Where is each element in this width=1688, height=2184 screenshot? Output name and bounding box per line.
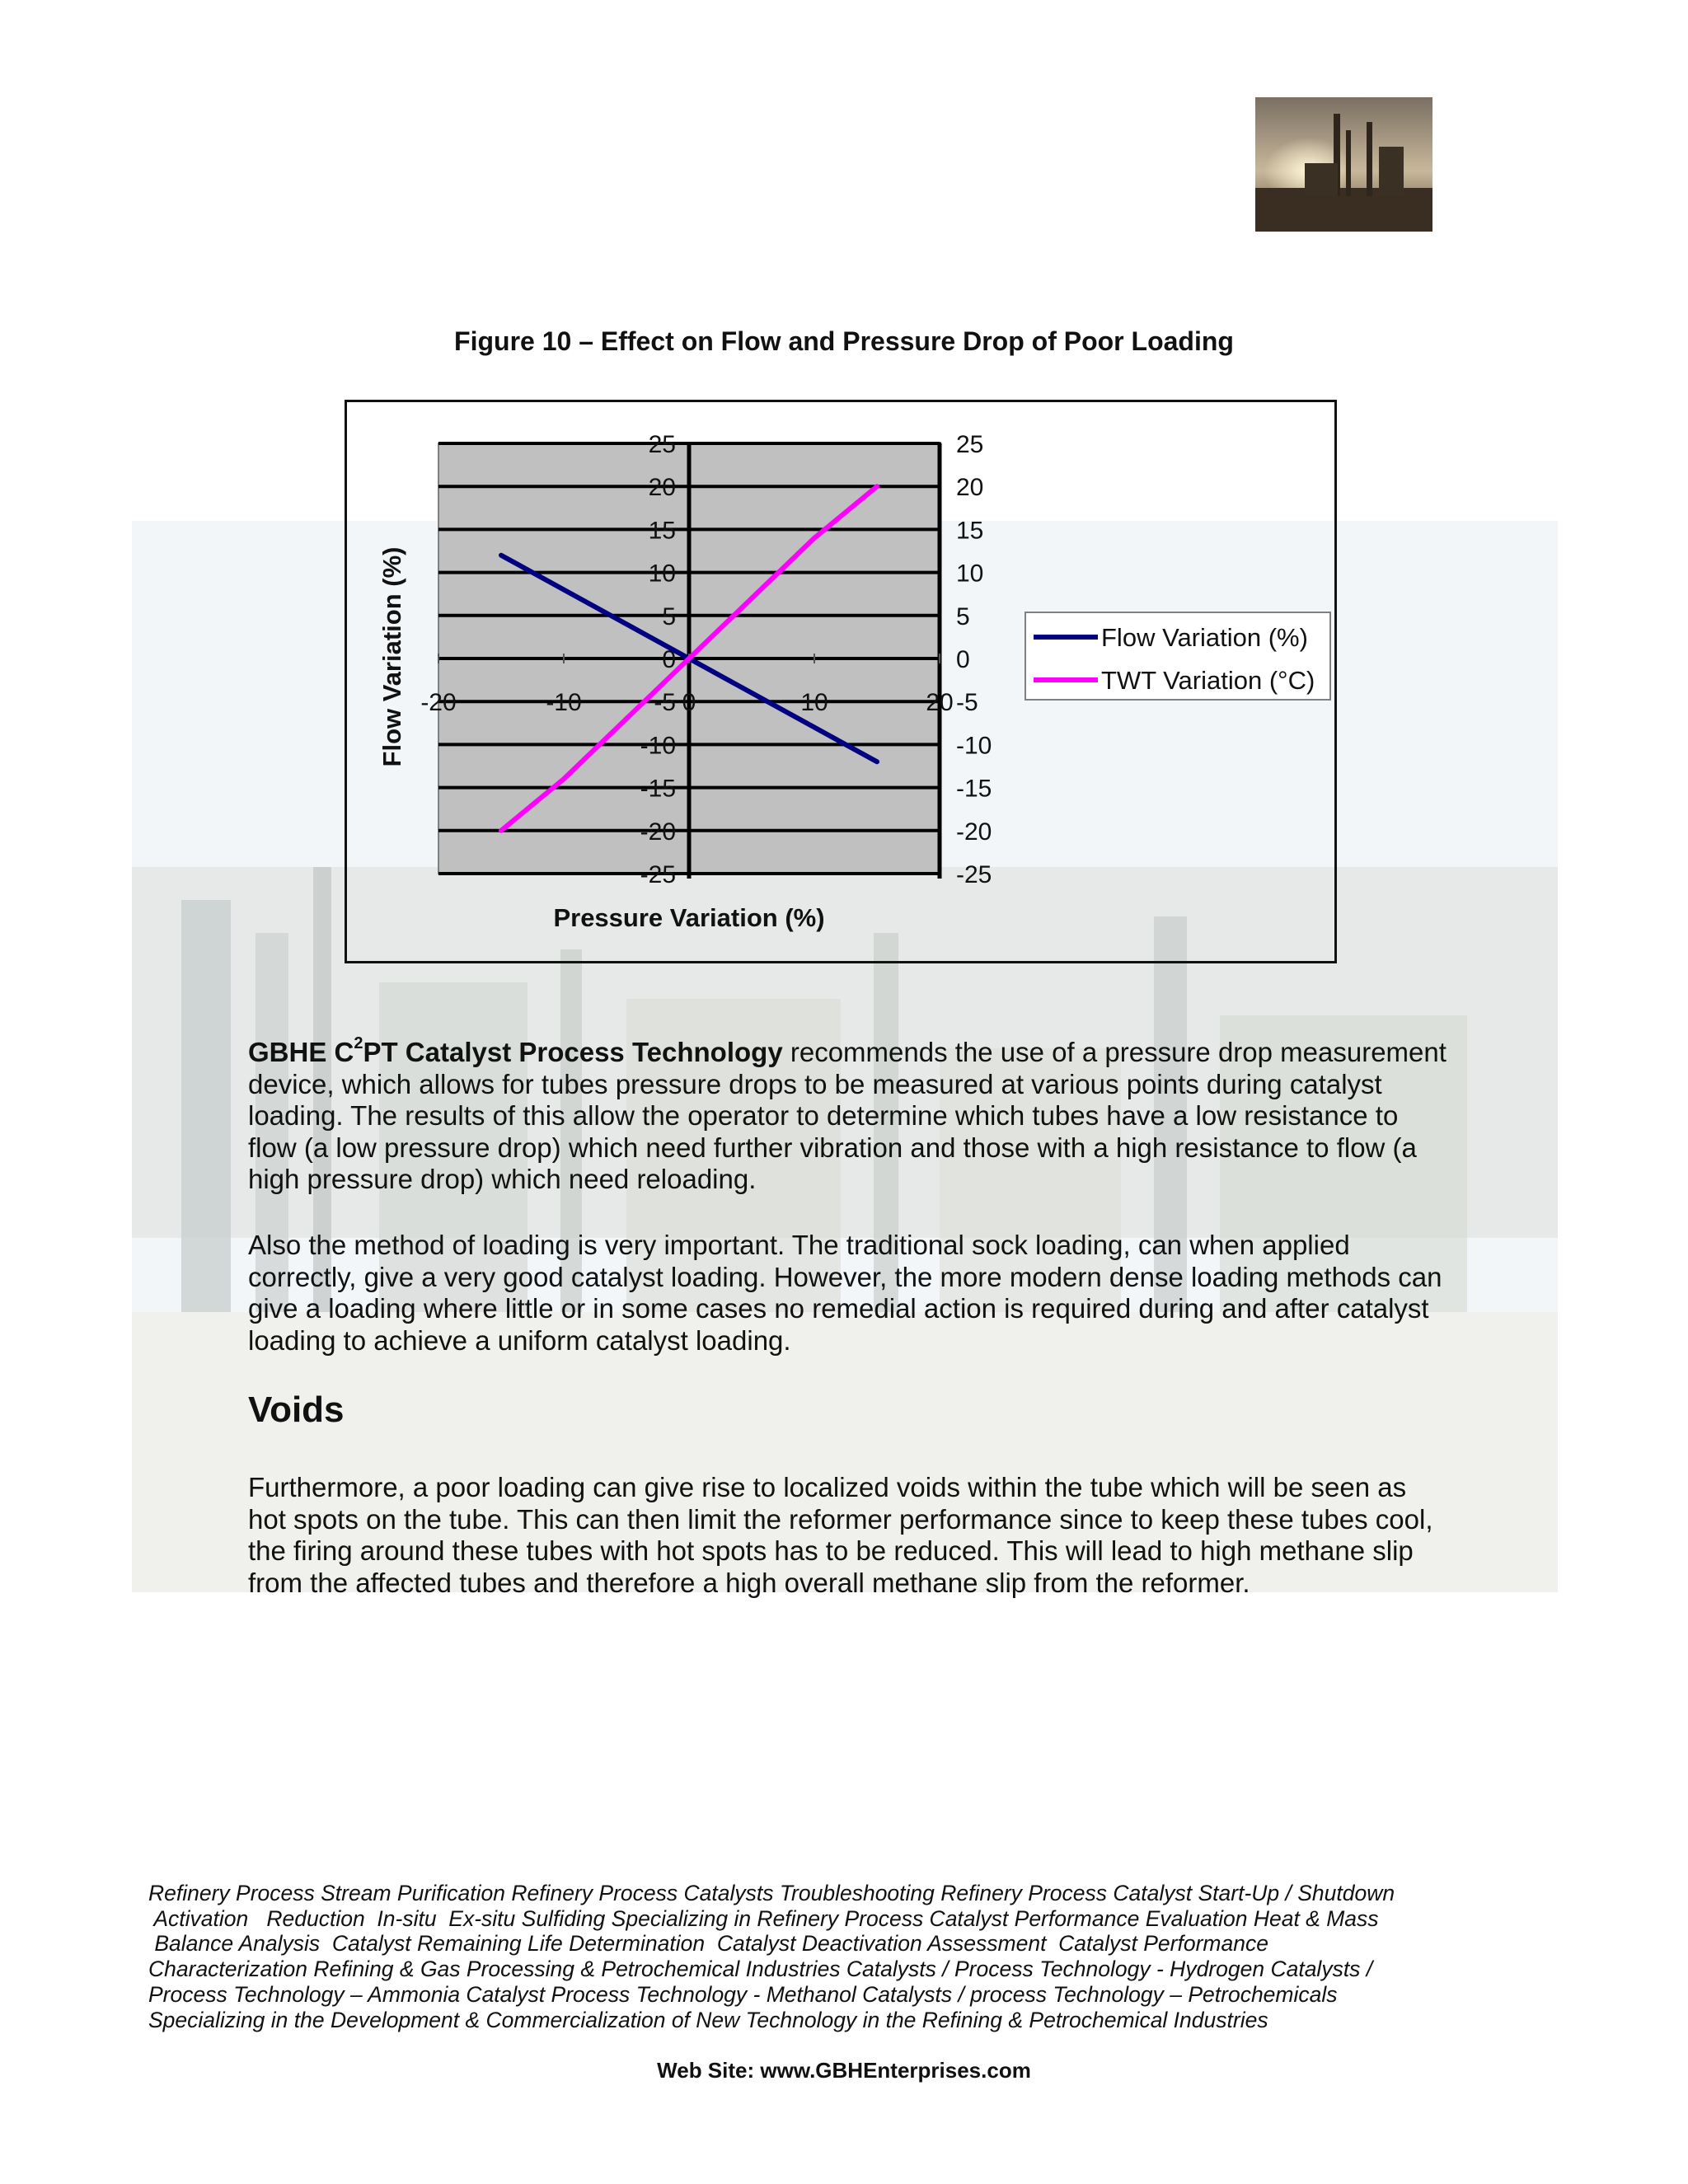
legend-label: Flow Variation (%)	[1101, 623, 1308, 652]
y-tick-label: 25	[648, 431, 676, 458]
y-tick-label: 5	[662, 602, 676, 630]
y2-tick-label: -15	[956, 775, 992, 803]
x-axis-title: Pressure Variation (%)	[553, 903, 825, 932]
y-tick-label: 20	[648, 474, 676, 502]
footer-website: Web Site: www.GBHEnterprises.com	[657, 2058, 1031, 2083]
section-heading-voids: Voids	[248, 1390, 345, 1430]
y2-tick-label: 0	[956, 646, 970, 673]
paragraph-loading-method: Also the method of loading is very important. The traditional sock loading, can when applied correctly, give a very good catalyst loading. However, the more modern dense loading methods can give a loading where little or in some cases no remedial action is required during and after catalyst loading to achieve a uniform catalyst loading.	[248, 1230, 1442, 1356]
footer-line: Refinery Process Stream Purification Refinery Process Catalysts Troubleshooting Refinery Process Catalyst Start-Up / Shutdown	[148, 1881, 1395, 1905]
superscript-2: 2	[354, 1034, 363, 1052]
company-name: GBHE C	[248, 1037, 354, 1067]
y2-tick-label: 20	[956, 474, 984, 502]
x-tick-label: -10	[546, 689, 582, 717]
footer-line: Characterization Refining & Gas Processing & Petrochemical Industries Catalysts / Process Technology - Hydrogen Catalysts /	[148, 1957, 1373, 1982]
footer-line: Balance Analysis Catalyst Remaining Life Determination Catalyst Deactivation Assessment Catalyst Performance	[148, 1931, 1268, 1957]
legend-label: TWT Variation (°C)	[1101, 666, 1315, 695]
footer-line: Process Technology – Ammonia Catalyst Process Technology - Methanol Catalysts / process Technology – Petrochemicals	[148, 1981, 1338, 2007]
y-tick-label: -5	[654, 689, 676, 717]
figure-title: Figure 10 – Effect on Flow and Pressure Drop of Poor Loading	[454, 326, 1234, 356]
y2-tick-label: -20	[956, 818, 992, 846]
y-tick-label: 10	[648, 560, 676, 588]
paragraph-1-text: recommends the use of a pressure drop measurement device, which allows for tubes pressure drops to be measured at various points during catalyst loading. The results of this allow the operator to determine which tubes have a low resistance to flow (a low pressure drop) which need further vibration and those with a high resistance to flow (a high pressure drop) which need reloading.	[248, 1037, 1447, 1194]
y2-tick-label: -25	[956, 861, 992, 888]
y2-tick-label: -5	[956, 689, 978, 717]
y-tick-label: 15	[648, 517, 676, 545]
y-tick-label: -20	[640, 818, 676, 846]
technology-name: PT Catalyst Process Technology	[363, 1037, 783, 1067]
y2-tick-label: -10	[956, 732, 992, 760]
x-tick-label: -20	[420, 689, 457, 717]
y2-tick-label: 5	[956, 602, 970, 630]
y2-tick-label: 25	[956, 431, 984, 458]
x-tick-label: 0	[682, 689, 696, 717]
y-axis-title: Flow Variation (%)	[377, 546, 406, 767]
y-tick-label: -25	[640, 861, 676, 888]
x-tick-label: 10	[800, 689, 828, 717]
footer-line: Activation Reduction In-situ Ex-situ Sulfiding Specializing in Refinery Process Catalyst Performance Evaluation Heat & Mass	[148, 1905, 1379, 1931]
paragraph-pressure-drop	[248, 1034, 1451, 1196]
y-tick-label: -10	[640, 732, 676, 760]
paragraph-voids: Furthermore, a poor loading can give rise to localized voids within the tube which will be seen as hot spots on the tube. This can then limit the reformer performance since to keep these tubes cool, the firing around these tubes with hot spots has to be reduced. This will lead to high methane slip from the affected tubes and therefore a high overall methane slip from the reformer.	[248, 1472, 1433, 1598]
x-tick-label: 20	[926, 689, 954, 717]
y2-tick-label: 15	[956, 517, 984, 545]
footer-services-list	[148, 1881, 1451, 2032]
y-tick-label: -15	[640, 775, 676, 803]
chart-svg	[0, 0, 1688, 989]
footer-line: Specializing in the Development & Commercialization of New Technology in the Refining & Petrochemical Industries	[148, 2007, 1268, 2032]
y2-tick-label: 10	[956, 560, 984, 588]
y-tick-label: 0	[662, 646, 676, 673]
